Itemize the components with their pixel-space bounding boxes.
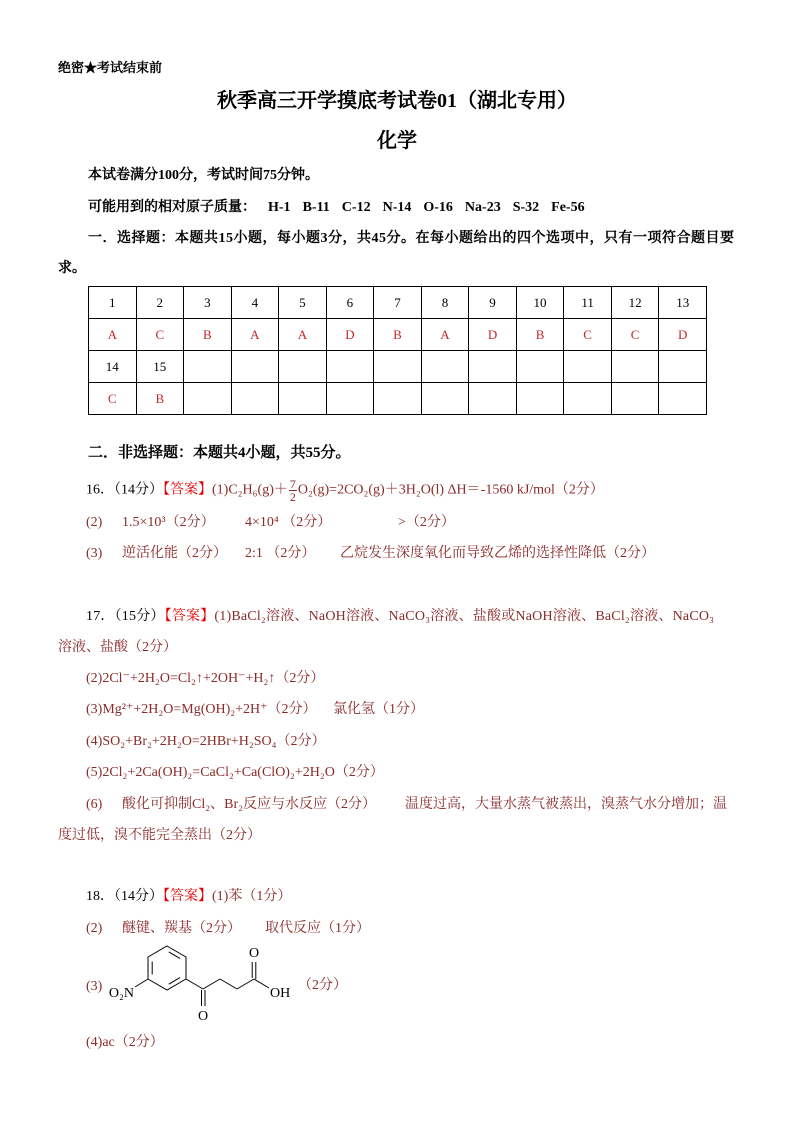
exam-info: 本试卷满分100分，考试时间75分钟。	[88, 168, 319, 183]
atomic-mass-item: O-16	[423, 200, 453, 215]
q17-answer-tag: 【答案】	[164, 609, 215, 624]
table-cell-answer: A	[231, 319, 279, 351]
table-cell-empty	[564, 383, 612, 415]
table-cell-answer: C	[136, 319, 184, 351]
table-cell-empty	[184, 383, 232, 415]
chain-bond	[220, 979, 237, 989]
atomic-mass-item: H-1	[268, 200, 291, 215]
table-cell-empty	[231, 383, 279, 415]
atomic-mass-item: S-32	[512, 200, 540, 215]
table-row-numbers	[89, 287, 707, 319]
atomic-mass-line	[88, 198, 585, 218]
q18-part3-score: （2分）	[298, 978, 347, 993]
table-cell-answer: B	[184, 319, 232, 351]
table-cell-answer: B	[136, 383, 184, 415]
q18-part1: (1)苯（1分）	[212, 889, 292, 904]
confidential-label: 绝密★考试结束前	[58, 60, 163, 75]
section1-heading-line2: 求。	[58, 261, 86, 276]
q16-part2-answer: 4×10⁴ （2分）	[245, 515, 332, 530]
q16-part1-prefix: (1)C₂H₆(g)＋	[212, 482, 288, 498]
table-cell-answer: C	[89, 383, 137, 415]
table-cell-answer: B	[516, 319, 564, 351]
q17-part6-label: (6)	[86, 797, 103, 812]
chain-bond	[237, 979, 254, 989]
choice-answer-table	[88, 286, 707, 415]
table-cell-number: 1	[89, 287, 137, 319]
section2-heading: 二．非选择题：本题共4小题，共55分。	[88, 445, 351, 461]
ring-carbonyl-bond	[186, 979, 203, 989]
table-row-numbers	[89, 351, 707, 383]
table-cell-answer: C	[564, 319, 612, 351]
table-cell-answer: D	[659, 319, 707, 351]
table-cell-empty	[469, 383, 517, 415]
table-cell-empty	[469, 351, 517, 383]
q16-number: 16．（14分）	[86, 482, 163, 498]
table-cell-answer: A	[421, 319, 469, 351]
q16-fraction	[289, 478, 297, 503]
table-cell-number: 14	[89, 351, 137, 383]
table-cell-answer: D	[326, 319, 374, 351]
table-cell-empty	[611, 351, 659, 383]
q18-part2-answer: 醚键、羰基（2分）	[122, 921, 241, 936]
q16-part1-suffix: O₂(g)=2CO₂(g)＋3H₂O(l) ΔH＝-1560 kJ/mol（2分）	[297, 482, 604, 498]
q16-part3-answer: 2:1 （2分）	[245, 546, 316, 561]
q18-part2-label: (2)	[86, 921, 103, 936]
table-cell-number: 11	[564, 287, 612, 319]
table-cell-empty	[184, 351, 232, 383]
q18-number: 18．（14分）	[86, 889, 163, 904]
q16-part2-label: (2)	[86, 515, 103, 530]
atomic-mass-item: B-11	[302, 200, 330, 215]
table-cell-empty	[659, 351, 707, 383]
section1-heading-line1: 一．选择题：本题共15小题，每小题3分，共45分。在每小题给出的四个选项中，只有一项符合题目要	[88, 231, 735, 246]
q18-answer-tag: 【答案】	[163, 889, 212, 904]
hydroxyl-bond	[254, 979, 269, 988]
table-cell-empty	[516, 351, 564, 383]
table-cell-answer: A	[279, 319, 327, 351]
q17-part2: (2)2Cl⁻+2H₂O=Cl₂↑+2OH⁻+H₂↑（2分）	[86, 671, 325, 686]
q17-part3-extra: 氯化氢（1分）	[333, 702, 424, 717]
table-row-answers	[89, 319, 707, 351]
q18-part2-answer: 取代反应（1分）	[265, 921, 370, 936]
table-cell-number: 9	[469, 287, 517, 319]
table-cell-answer: A	[89, 319, 137, 351]
table-cell-number: 7	[374, 287, 422, 319]
q16-answer-tag: 【答案】	[163, 482, 212, 498]
table-cell-number: 13	[659, 287, 707, 319]
q16-part3-answer: 逆活化能（2分）	[122, 546, 227, 561]
table-cell-number: 12	[611, 287, 659, 319]
nitro-bond	[135, 979, 148, 987]
table-cell-number: 6	[326, 287, 374, 319]
table-cell-empty	[564, 351, 612, 383]
table-cell-empty	[421, 383, 469, 415]
q17-part5: (5)2Cl₂+2Ca(OH)₂=CaCl₂+Ca(ClO)₂+2H₂O（2分）	[86, 765, 384, 780]
table-cell-answer: D	[469, 319, 517, 351]
table-cell-answer: B	[374, 319, 422, 351]
chain-bond	[203, 979, 220, 989]
q17-line1	[86, 607, 714, 627]
table-cell-number: 4	[231, 287, 279, 319]
fraction-numerator: 7	[289, 477, 296, 491]
q17-part6-answer2-line2: 度过低，溴不能完全蒸出（2分）	[58, 828, 261, 843]
q17-part3: (3)Mg²⁺+2H₂O=Mg(OH)₂+2H⁺（2分）	[86, 702, 317, 717]
structural-formula	[80, 935, 295, 1027]
table-cell-number: 10	[516, 287, 564, 319]
table-cell-empty	[659, 383, 707, 415]
atomic-mass-item: N-14	[382, 200, 412, 215]
q16-part3-answer: 乙烷发生深度氧化而导致乙烯的选择性降低（2分）	[340, 546, 655, 561]
q17-part1-line1: (1)BaCl₂溶液、NaOH溶液、NaCO₃溶液、盐酸或NaOH溶液、BaCl₂溶液、NaCO₃	[214, 609, 715, 624]
atomic-mass-item: Fe-56	[551, 200, 585, 215]
q16-part2-answer: >（2分）	[398, 515, 455, 530]
atomic-mass-item: C-12	[341, 200, 371, 215]
table-cell-empty	[326, 351, 374, 383]
ketone-oxygen-label: O	[197, 1009, 209, 1024]
table-cell-answer: C	[611, 319, 659, 351]
q16-line1	[86, 478, 604, 503]
hydroxyl-label: OH	[270, 986, 291, 1001]
q16-part3-label: (3)	[86, 546, 103, 561]
fraction-denominator: 2	[289, 490, 296, 504]
q17-part4: (4)SO₂+Br₂+2H₂O=2HBr+H₂SO₄（2分）	[86, 734, 326, 749]
table-cell-empty	[611, 383, 659, 415]
table-cell-empty	[231, 351, 279, 383]
table-cell-empty	[374, 383, 422, 415]
table-cell-empty	[421, 351, 469, 383]
atomic-mass-label: 可能用到的相对原子质量：	[88, 200, 256, 215]
q17-part6-answer1: 酸化可抑制Cl₂、Br₂反应与水反应（2分）	[122, 797, 376, 812]
table-cell-number: 15	[136, 351, 184, 383]
q17-number: 17．（15分）	[86, 609, 165, 624]
table-row-answers	[89, 383, 707, 415]
q18-part4: (4)ac（2分）	[86, 1035, 164, 1050]
q16-part2-answer: 1.5×10³（2分）	[122, 515, 215, 530]
table-cell-number: 5	[279, 287, 327, 319]
table-cell-number: 8	[421, 287, 469, 319]
table-cell-empty	[516, 383, 564, 415]
q18-line1	[86, 887, 291, 907]
table-cell-number: 2	[136, 287, 184, 319]
q17-part1-line2: 溶液、盐酸（2分）	[58, 640, 177, 655]
table-cell-empty	[279, 351, 327, 383]
table-cell-empty	[279, 383, 327, 415]
q18-part3-label: (3)	[86, 979, 103, 994]
acid-oxygen-label: O	[248, 946, 260, 961]
table-cell-empty	[374, 351, 422, 383]
table-cell-number: 3	[184, 287, 232, 319]
table-cell-empty	[326, 383, 374, 415]
page-title: 秋季高三开学摸底考试卷01（湖北专用）	[217, 90, 577, 112]
benzene-ring	[148, 946, 186, 990]
q17-part6-answer2-line1: 温度过高，大量水蒸气被蒸出，溴蒸气水分增加；温	[405, 797, 727, 812]
atomic-mass-item: Na-23	[464, 200, 501, 215]
nitro-group-label: O₂N	[108, 986, 134, 1001]
subject-title: 化学	[377, 130, 417, 152]
